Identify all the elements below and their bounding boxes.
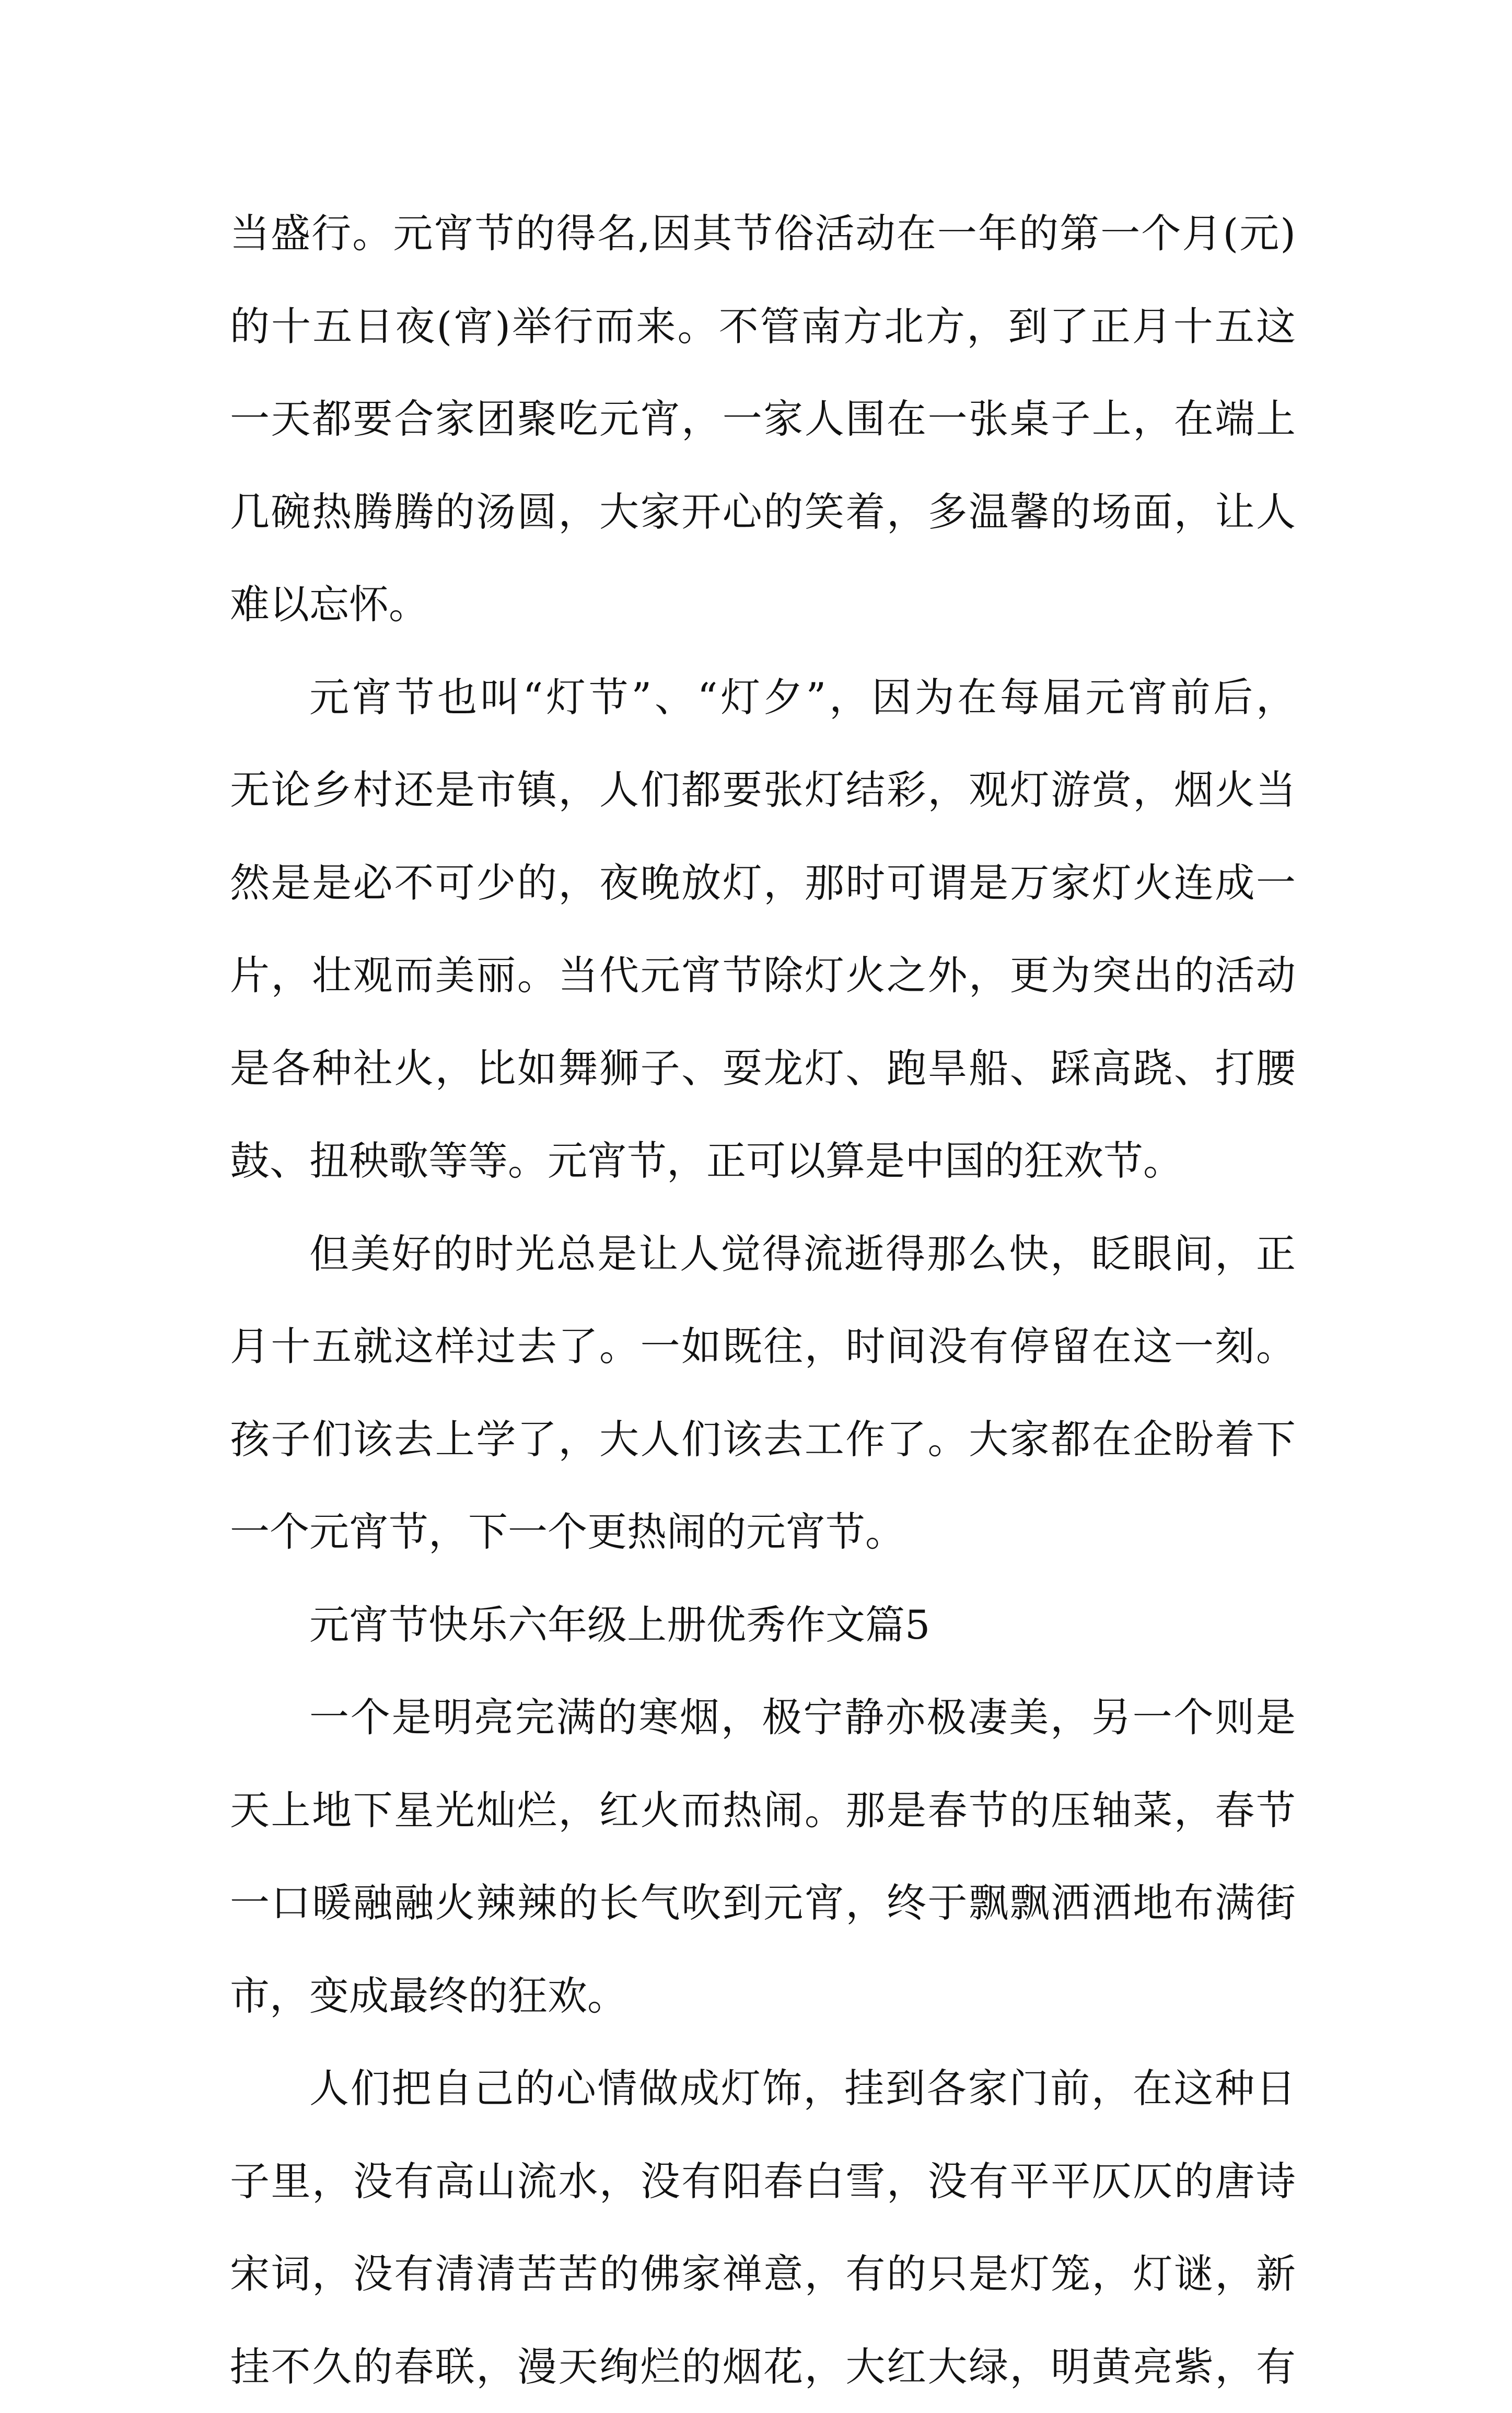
text-line-2: 的十五日夜(宵)举行而来。不管南方北方，到了正月十五这 [230, 280, 1296, 373]
text-line-6: 元宵节也叫“灯节”、“灯夕”，因为在每届元宵前后， [230, 651, 1296, 744]
text-line-24: 挂不久的春联，漫天绚烂的烟花，大红大绿，明黄亮紫，有 [230, 2321, 1296, 2413]
text-line-17: 一个是明亮完满的寒烟，极宁静亦极凄美，另一个则是 [230, 1671, 1296, 1764]
text-line-14: 孩子们该去上学了，大人们该去工作了。大家都在企盼着下 [230, 1393, 1296, 1486]
text-line-9: 片，壮观而美丽。当代元宵节除灯火之外，更为突出的活动 [230, 929, 1296, 1022]
text-line-19: 一口暖融融火辣辣的长气吹到元宵，终于飘飘洒洒地布满街 [230, 1857, 1296, 1950]
text-line-11: 鼓、扭秧歌等等。元宵节，正可以算是中国的狂欢节。 [230, 1115, 1296, 1208]
document-body [230, 187, 1296, 2413]
text-line-15: 一个元宵节，下一个更热闹的元宵节。 [230, 1486, 1296, 1579]
text-line-8: 然是是必不可少的，夜晚放灯，那时可谓是万家灯火连成一 [230, 837, 1296, 930]
text-line-7: 无论乡村还是市镇，人们都要张灯结彩，观灯游赏，烟火当 [230, 744, 1296, 837]
text-line-13: 月十五就这样过去了。一如既往，时间没有停留在这一刻。 [230, 1300, 1296, 1393]
text-line-22: 子里，没有高山流水，没有阳春白雪，没有平平仄仄的唐诗 [230, 2135, 1296, 2228]
text-line-20: 市，变成最终的狂欢。 [230, 1950, 1296, 2043]
section-heading: 元宵节快乐六年级上册优秀作文篇5 [230, 1579, 1296, 1672]
text-line-1: 当盛行。元宵节的得名,因其节俗活动在一年的第一个月(元) [230, 187, 1296, 280]
text-line-18: 天上地下星光灿烂，红火而热闹。那是春节的压轴菜，春节 [230, 1764, 1296, 1857]
text-line-4: 几碗热腾腾的汤圆，大家开心的笑着，多温馨的场面，让人 [230, 466, 1296, 559]
text-line-23: 宋词，没有清清苦苦的佛家禅意，有的只是灯笼，灯谜，新 [230, 2228, 1296, 2321]
text-line-5: 难以忘怀。 [230, 558, 1296, 651]
text-line-21: 人们把自己的心情做成灯饰，挂到各家门前，在这种日 [230, 2042, 1296, 2135]
text-line-10: 是各种社火，比如舞狮子、耍龙灯、跑旱船、踩高跷、打腰 [230, 1022, 1296, 1115]
text-line-3: 一天都要合家团聚吃元宵，一家人围在一张桌子上，在端上 [230, 373, 1296, 466]
text-line-12: 但美好的时光总是让人觉得流逝得那么快，眨眼间，正 [230, 1208, 1296, 1301]
